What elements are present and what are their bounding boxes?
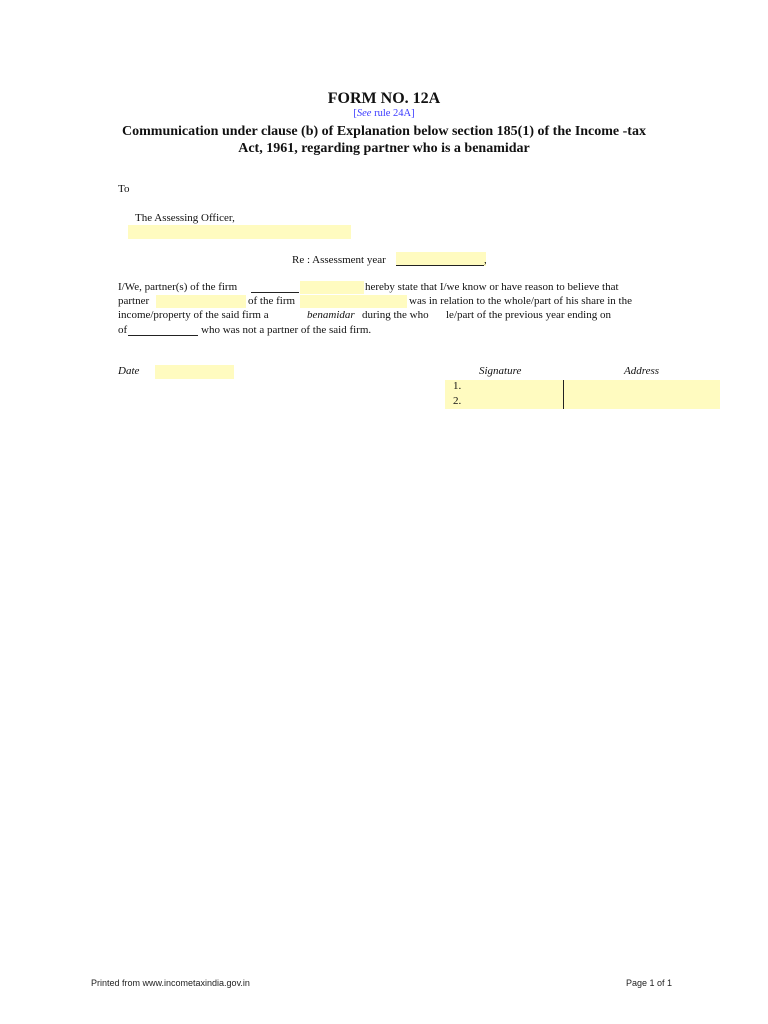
assessment-year-field[interactable] xyxy=(396,252,486,266)
footer-printed-from: Printed from www.incometaxindia.gov.in xyxy=(91,978,250,988)
body-line3-during: during the who xyxy=(362,309,429,321)
assessing-officer-field[interactable] xyxy=(128,225,351,239)
assessment-year-label: Re : Assessment year xyxy=(292,254,386,266)
form-title: FORM NO. 12A xyxy=(327,90,441,107)
rule-reference xyxy=(0,108,768,119)
body-line1-start: I/We, partner(s) of the firm xyxy=(118,281,238,293)
rule-see: See xyxy=(356,108,372,119)
date-field[interactable] xyxy=(155,365,234,379)
year-ending-underline xyxy=(128,335,198,336)
body-line2-partner: partner xyxy=(118,295,150,307)
signature-column-divider xyxy=(563,380,564,409)
firm-name-underline xyxy=(251,292,299,293)
body-line2-of-firm: of the firm xyxy=(248,295,296,307)
signature-label: Signature xyxy=(479,365,522,377)
second-firm-field[interactable] xyxy=(300,295,407,308)
body-line3-end: le/part of the previous year ending on xyxy=(446,309,611,321)
assessing-officer-label: The Assessing Officer, xyxy=(135,212,235,224)
to-label: To xyxy=(118,183,130,195)
assessment-year-underline xyxy=(396,265,484,266)
heading-line-1: Communication under clause (b) of Explanation below section 185(1) of the Income -tax xyxy=(122,124,646,139)
rule-rest: rule 24A] xyxy=(371,108,415,119)
body-line3-start: income/property of the said firm a xyxy=(118,309,269,321)
partner-name-field[interactable] xyxy=(156,295,246,308)
footer-page-number: Page 1 of 1 xyxy=(626,978,673,988)
address-label: Address xyxy=(624,365,660,377)
signature-row-2: 2. xyxy=(453,395,462,407)
rule-prefix: [ xyxy=(353,108,357,119)
date-label: Date xyxy=(118,365,140,377)
form-heading xyxy=(0,123,768,157)
body-line1-end: hereby state that I/we know or have reason to believe that xyxy=(365,281,619,293)
firm-name-field[interactable] xyxy=(300,281,364,294)
body-line4-of: of xyxy=(118,324,128,336)
signature-row-1: 1. xyxy=(453,380,462,392)
heading-line-2: Act, 1961, regarding partner who is a benamidar xyxy=(238,141,530,156)
signature-address-table[interactable] xyxy=(445,380,720,409)
body-line2-end: was in relation to the whole/part of his share in the xyxy=(409,295,632,307)
body-line3-benamidar: benamidar xyxy=(307,309,355,321)
assessment-year-comma: , xyxy=(484,254,487,266)
body-line4-end: who was not a partner of the said firm. xyxy=(201,324,372,336)
